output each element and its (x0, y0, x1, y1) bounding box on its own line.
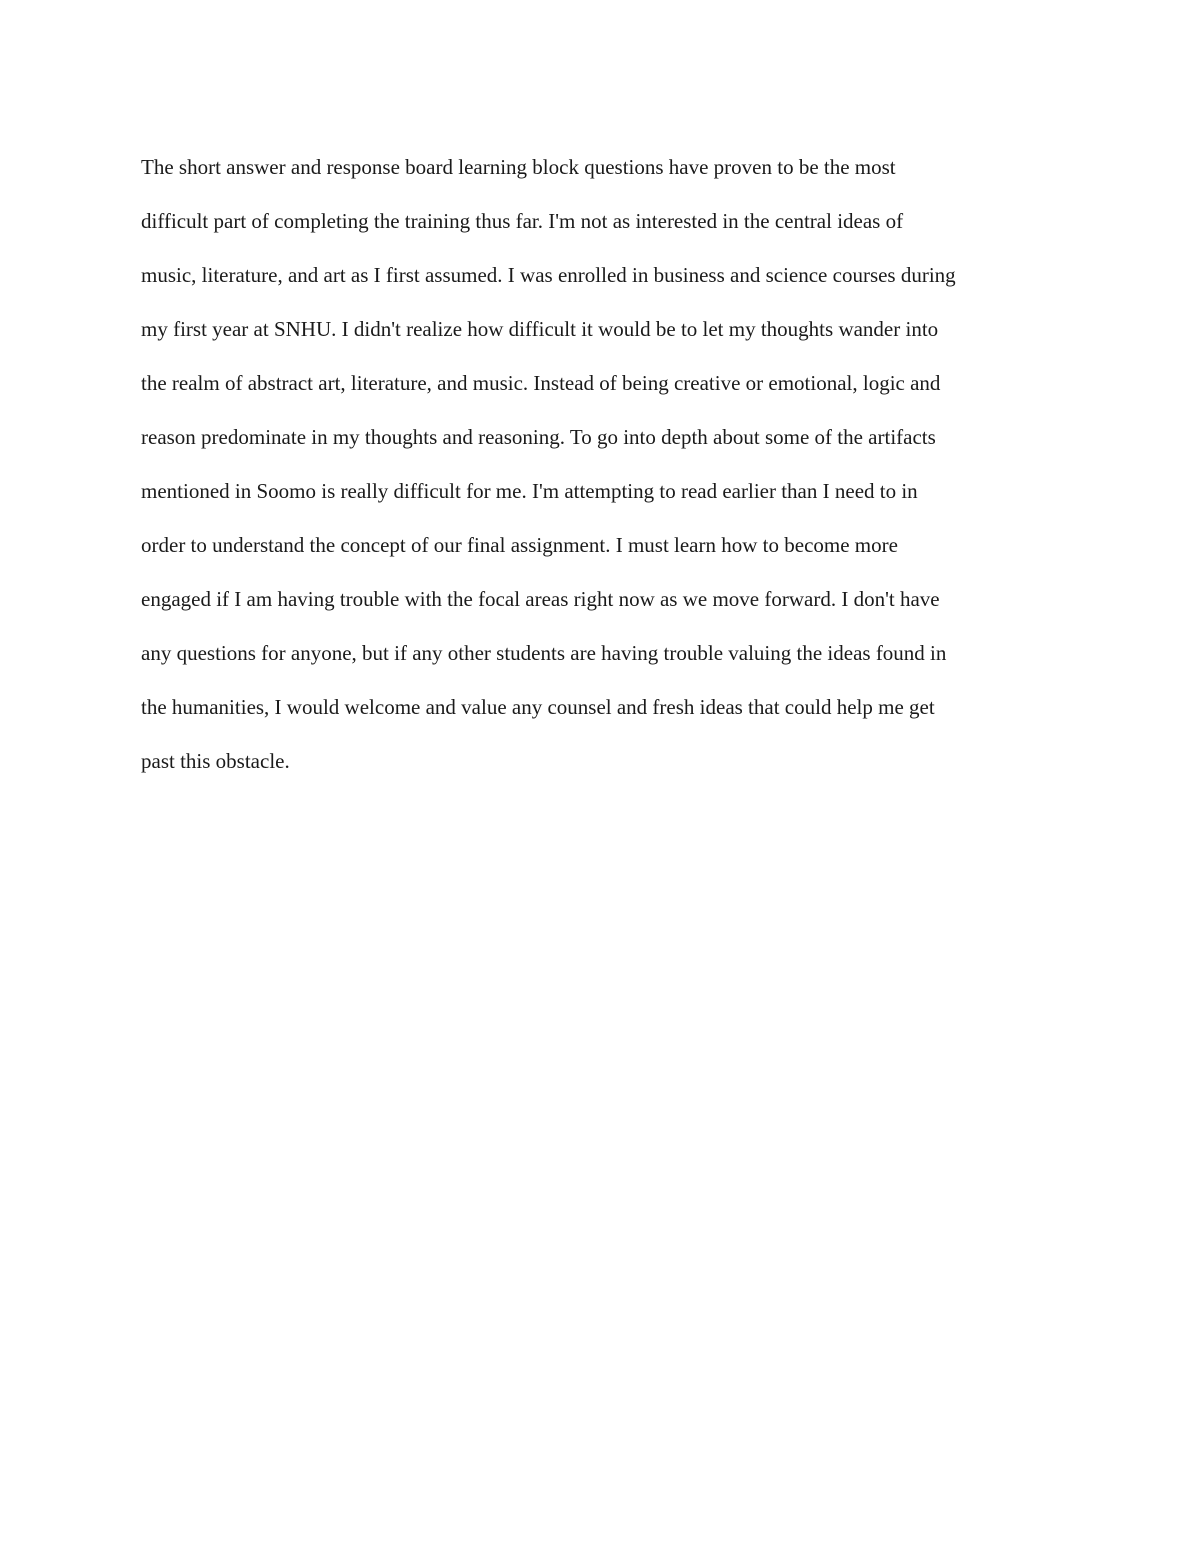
paragraph-line: difficult part of completing the training thus far. I'm not as interested in the central ideas of (141, 209, 904, 233)
paragraph-line: The short answer and response board learning block questions have proven to be the most (141, 155, 896, 179)
paragraph-line: any questions for anyone, but if any other students are having trouble valuing the ideas found in (141, 641, 947, 665)
paragraph-line: music, literature, and art as I first assumed. I was enrolled in business and science courses during (141, 263, 956, 287)
paragraph-line: my first year at SNHU. I didn't realize how difficult it would be to let my thoughts wander into (141, 317, 939, 341)
paragraph-line: mentioned in Soomo is really difficult for me. I'm attempting to read earlier than I need to in (141, 479, 918, 503)
paragraph-line: the humanities, I would welcome and value any counsel and fresh ideas that could help me get (141, 695, 935, 719)
paragraph-line: engaged if I am having trouble with the focal areas right now as we move forward. I don't have (141, 587, 940, 611)
body-paragraph (141, 140, 1081, 788)
paragraph-line: order to understand the concept of our final assignment. I must learn how to become more (141, 533, 898, 557)
paragraph-line: the realm of abstract art, literature, and music. Instead of being creative or emotional, logic and (141, 371, 941, 395)
paragraph-line: reason predominate in my thoughts and reasoning. To go into depth about some of the artifacts (141, 425, 936, 449)
paragraph-line: past this obstacle. (141, 749, 290, 773)
